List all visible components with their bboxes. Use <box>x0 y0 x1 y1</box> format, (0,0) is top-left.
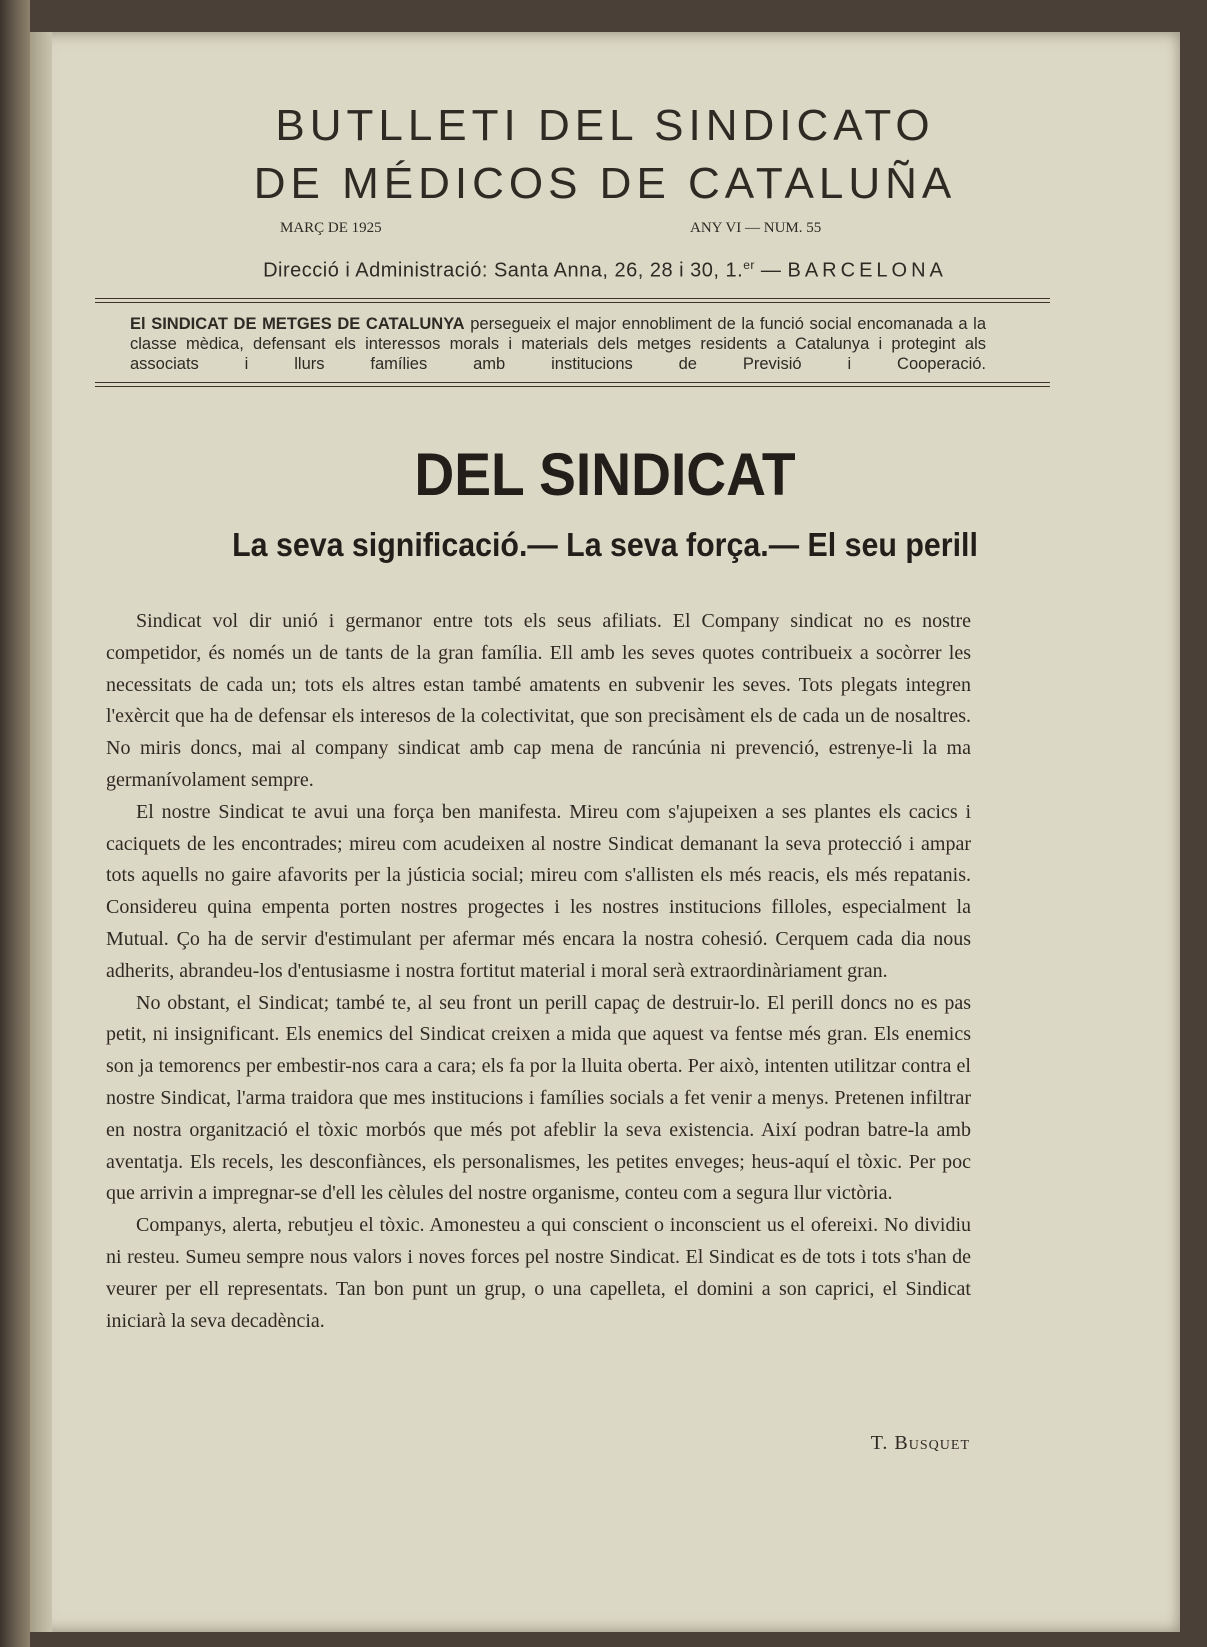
address-city: BARCELONA <box>787 259 947 282</box>
mission-statement <box>130 314 986 374</box>
issue-number: ANY VI — NUM. 55 <box>690 220 822 236</box>
article-subheadline: La seva significació.— La seva força.— El seu perill <box>232 526 978 563</box>
masthead-title-line-1: BUTLLETI DEL SINDICATO <box>275 101 935 150</box>
mission-statement-lead: El SINDICAT DE METGES DE CATALUNYA <box>130 315 465 333</box>
double-rule-top <box>95 298 1050 303</box>
article-body <box>106 606 971 1337</box>
double-rule-bottom <box>95 382 1050 387</box>
address-superscript: er <box>743 258 755 272</box>
book-binding <box>0 0 30 1647</box>
masthead-title-line-2: DE MÉDICOS DE CATALUÑA <box>253 159 957 208</box>
article-paragraph: Sindicat vol dir unió i germanor entre tots els seus afiliats. El Company sindicat no es nostre competidor, és només un de tants de la gran família. Ell amb les seves quotes contribueix a socòrrer les necessitats de cada un; tots els altres estan també amatents en subvenir les seves. Tots plegats integren l'exèrcit que ha de defensar els interesos de la colectivitat, que son precisàment els de cada un de nosaltres. No miris doncs, mai al company sindicat amb cap mena de rancúnia ni prevenció, estrenye-li la ma germanívolament sempre. <box>106 610 971 791</box>
address-line <box>30 258 1180 283</box>
article-paragraph: El nostre Sindicat te avui una força ben manifesta. Mireu com s'ajupeixen a ses plantes els cacics i caciquets de les encontrades; mireu com acudeixen al nostre Sindicat demanant la seva protecció i ampar tots aquells no gaire afavorits per la jústicia social; mireu com s'allisten els més reacis, els més repatanis. Considereu quina empenta porten nostres progectes i les nostres institucions filloles, especialment la Mutual. Ço ha de servir d'estimulant per afermar més encara la nostra cohesió. Cerquem cada dia nous adherits, abrandeu-los d'entusiasme i nostra fortitut material i moral serà extraordinàriament gran. <box>106 800 971 982</box>
article-author: T. Busquet <box>870 1432 970 1454</box>
address-separator: — <box>754 259 788 282</box>
journal-page <box>30 32 1180 1632</box>
issue-date: MARÇ DE 1925 <box>280 220 382 236</box>
article-paragraph: No obstant, el Sindicat; també te, al seu front un perill capaç de destruir-lo. El perill doncs no es pas petit, ni insignificant. Els enemics del Sindicat creixen a mida que aquest va fentse més gran. Els enemics son ja temorencs per embestir-nos cara a cara; els fa por la lluita oberta. Per això, intenten utilitzar contra el nostre Sindicat, l'arma traidora que mes institucions i famílies socials a fet venir a menys. Pretenen infiltrar en nostra organització el tòxic morbós que més pot afeblir la seva existencia. Així podran batre-la amb aventatja. Els recels, les desconfiànces, els personalismes, les petites enveges; heus-aquí el tòxic. Per poc que arrivin a impregnar-se d'ell les cèlules del nostre organisme, conteu com a segura llur victòria. <box>106 991 971 1205</box>
article-paragraph: Companys, alerta, rebutjeu el tòxic. Amonesteu a qui conscient o inconscient us el ofereixi. No dividiu ni resteu. Sumeu sempre nous valors i noves forces pel nostre Sindicat. El Sindicat es de tots i tots s'han de veurer per ell representats. Tan bon punt un grup, o una capelleta, el domini a son caprici, el Sindicat iniciarà la seva decadència. <box>106 1214 971 1332</box>
address-main: Direcció i Administració: Santa Anna, 26, 28 i 30, 1. <box>263 259 744 282</box>
mission-statement-text: persegueix el major ennobliment de la funció social encomanada a la classe mèdica, defensant els interessos morals i materials dels metges residents a Catalunya i protegint als associats i llurs famílies amb institucions de Previsió i Cooperació. <box>130 315 986 373</box>
article-headline: DEL SINDICAT <box>414 441 796 508</box>
